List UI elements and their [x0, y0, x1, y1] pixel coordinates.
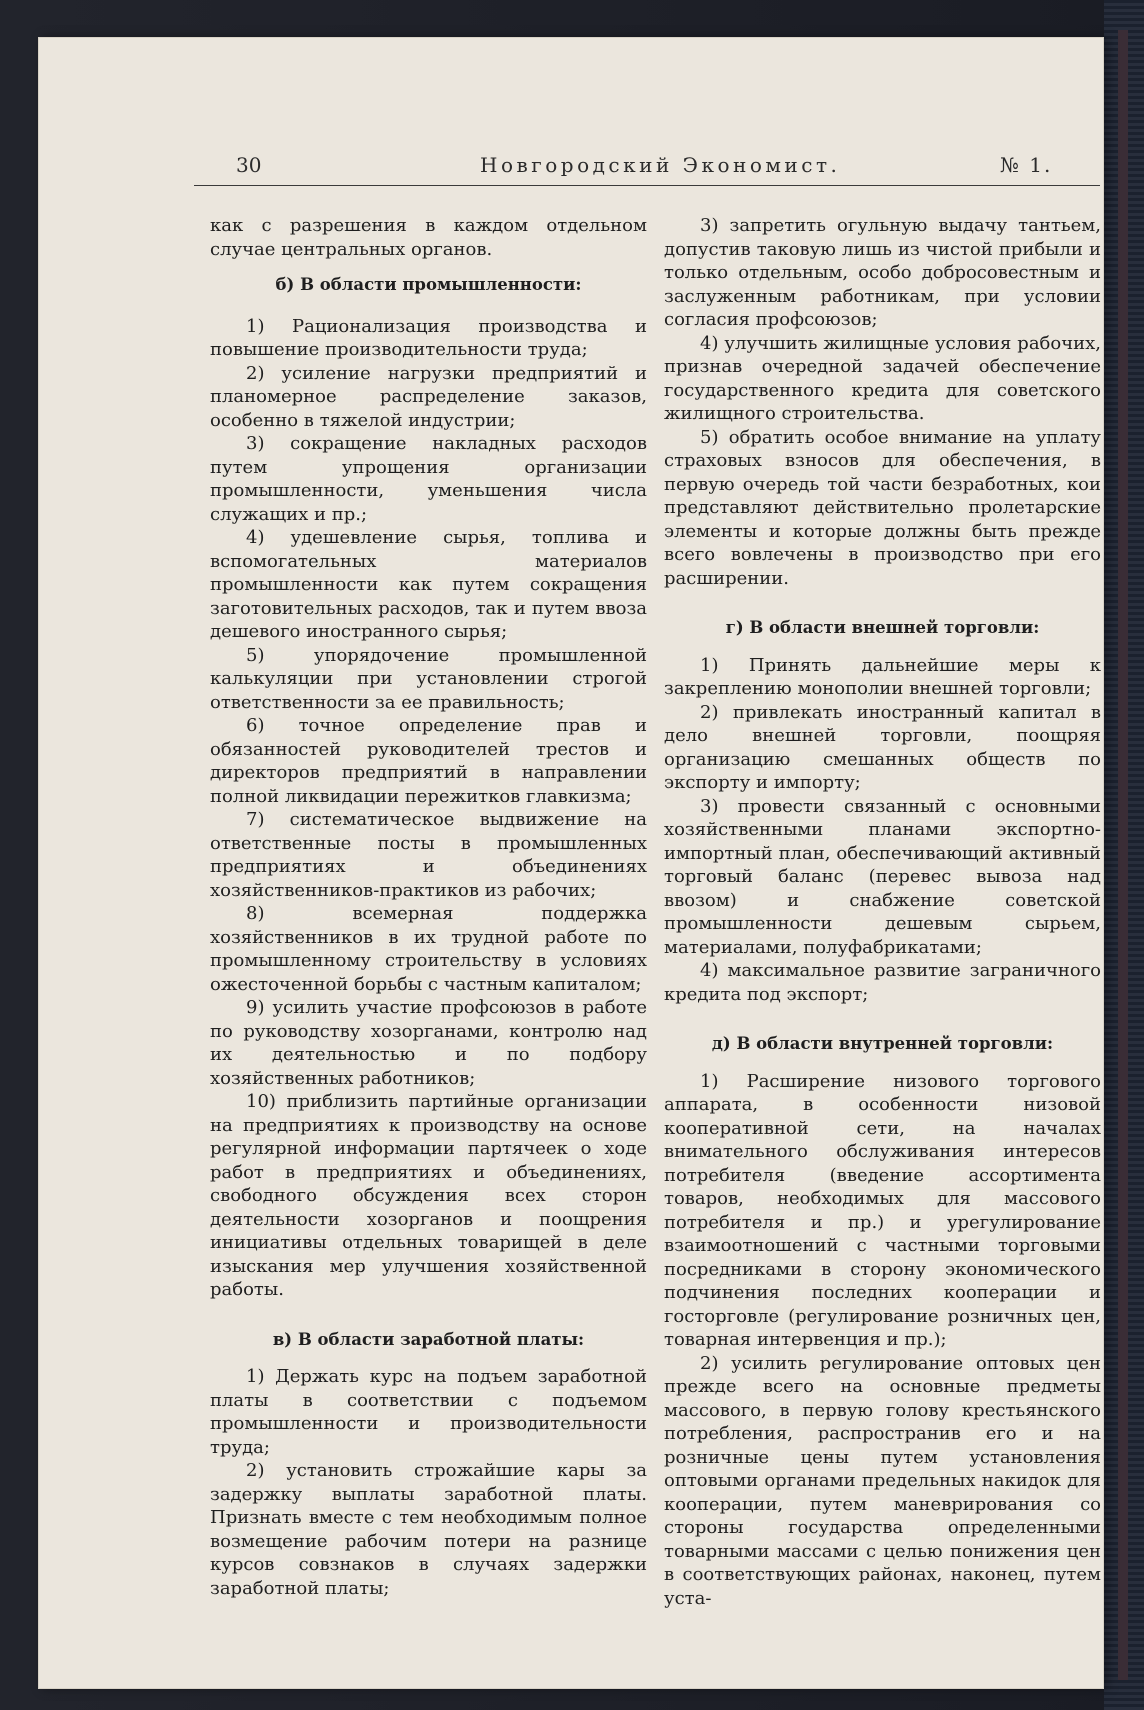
list-item: 2) привлекать иностранный капитал в дело внешней торговли, поощряя организацию смешанных обществ по экспорту и импорту;: [664, 701, 1101, 793]
journal-page: [38, 37, 1104, 1689]
list-item: 5) упорядочение промышленной калькуляции при установлении строгой ответственности за ее правильность;: [210, 644, 647, 713]
list-item: 5) обратить особое внимание на уплату страховых взносов для обеспечения, в первую очередь той части безработных, кои представляют действительно пролетарские элементы и которые должны быть прежде всего вовлечены в производство при его расширении.: [664, 426, 1101, 589]
list-item: 3) сокращение накладных расходов путем упрощения организации промышленности, уменьшения числа служащих и пр.;: [210, 433, 647, 525]
left-column: [210, 214, 647, 1600]
list-item: 4) удешевление сырья, топлива и вспомогательных материалов промышленности как путем сокращения заготовительных расходов, так и путем ввоза дешевого иностранного сырья;: [210, 527, 647, 642]
list-item: 2) усиление нагрузки предприятий и планомерное распределение заказов, особенно в тяжелой индустрии;: [210, 362, 647, 431]
section-heading-foreign-trade: г) В области внешней торговли:: [725, 618, 1040, 637]
list-item: 4) максимальное развитие заграничного кредита под экспорт;: [664, 960, 1101, 1005]
list-item: 8) всемерная поддержка хозяйственников в их трудной работе по промышленному строительству в условиях ожесточенной борьбы с частным капиталом;: [210, 903, 647, 995]
list-item: 2) установить строжайшие кары за задержку выплаты заработной платы. Признать вместе с тем необходимым полное возмещение рабочим потери на разнице курсов совзнаков в случаях задержки заработной платы;: [210, 1460, 647, 1599]
issue-number: № 1.: [1000, 153, 1053, 177]
list-item: 2) усилить регулирование оптовых цен прежде всего на основные предметы массового, в первую голову крестьянского потребления, распространив его и на розничные цены путем установления оптовыми органами предельных накидок для кооперации, путем маневрирования со стороны государства определенными товарными массами с целью понижения цен в соответствующих районах, наконец, путем уста-: [664, 1352, 1101, 1609]
running-header: [180, 115, 1100, 185]
book-spine-strip: [1118, 30, 1128, 1680]
list-item: 1) Расширение низового торгового аппарата, в особенности низовой кооперативной сети, на началах внимательного обслуживания интересов потребителя (введение ассортимента товаров, необходимых для массового потребителя и пр.) и урегулирование взаимоотношений с частными торговыми посредниками в сторону экономического подчинения последних кооперации и госторговле (регулирование розничных цен, товарная интервенция и пр.);: [664, 1070, 1101, 1350]
list-item: 7) систематическое выдвижение на ответственные посты в промышленных предприятиях и объединениях хозяйственников-практиков из рабочих;: [210, 809, 647, 901]
header-rule: [194, 185, 1100, 186]
journal-title: Новгородский Экономист.: [480, 153, 841, 177]
continuation-paragraph: как с разрешения в каждом отдельном случае центральных органов.: [210, 215, 647, 260]
list-item: 9) усилить участие профсоюзов в работе по руководству хозорганами, контролю над их деятельностью и по подбору хозяйственных работников;: [210, 997, 647, 1089]
list-item: 1) Рационализация производства и повышение производительности труда;: [210, 315, 647, 360]
list-item: 3) запретить огульную выдачу тантьем, допустив таковую лишь из чистой прибыли и только отдельным, особо добросовестным и заслуженным работникам, при условии согласия профсоюзов;: [664, 215, 1101, 330]
list-item: 4) улучшить жилищные условия рабочих, признав очередной задачей обеспечение государственного кредита для советского жилищного строительства.: [664, 332, 1101, 424]
section-heading-industry: б) В области промышленности:: [275, 275, 582, 294]
list-item: 3) провести связанный с основными хозяйственными планами экспортно-импортный план, обеспечивающий активный торговый баланс (перевес вывоза над ввозом) и снабжение советской промышленности дешевым сырьем, материалами, полуфабрикатами;: [664, 795, 1101, 958]
list-item: 1) Принять дальнейшие меры к закреплению монополии внешней торговли;: [664, 654, 1101, 699]
page-number: 30: [236, 153, 262, 177]
list-item: 1) Держать курс на подъем заработной платы в соответствии с подъемом промышленности и производительности труда;: [210, 1366, 647, 1458]
right-column: [664, 214, 1101, 1610]
list-item: 6) точное определение прав и обязанностей руководителей трестов и директоров предприятий в направлении полной ликвидации пережитков главкизма;: [210, 715, 647, 807]
section-heading-wages: в) В области заработной платы:: [272, 1329, 585, 1349]
list-item: 10) приблизить партийные организации на предприятиях к производству на основе регулярной информации партячеек о ходе работ в предприятиях и объединениях, свободного обсуждения всех сторон деятельности хозорганов и поощрения инициативы отдельных товарищей в деле изыскания мер улучшения хозяйственной работы.: [210, 1091, 647, 1300]
section-heading-domestic-trade: д) В области внутренней торговли:: [711, 1034, 1054, 1053]
